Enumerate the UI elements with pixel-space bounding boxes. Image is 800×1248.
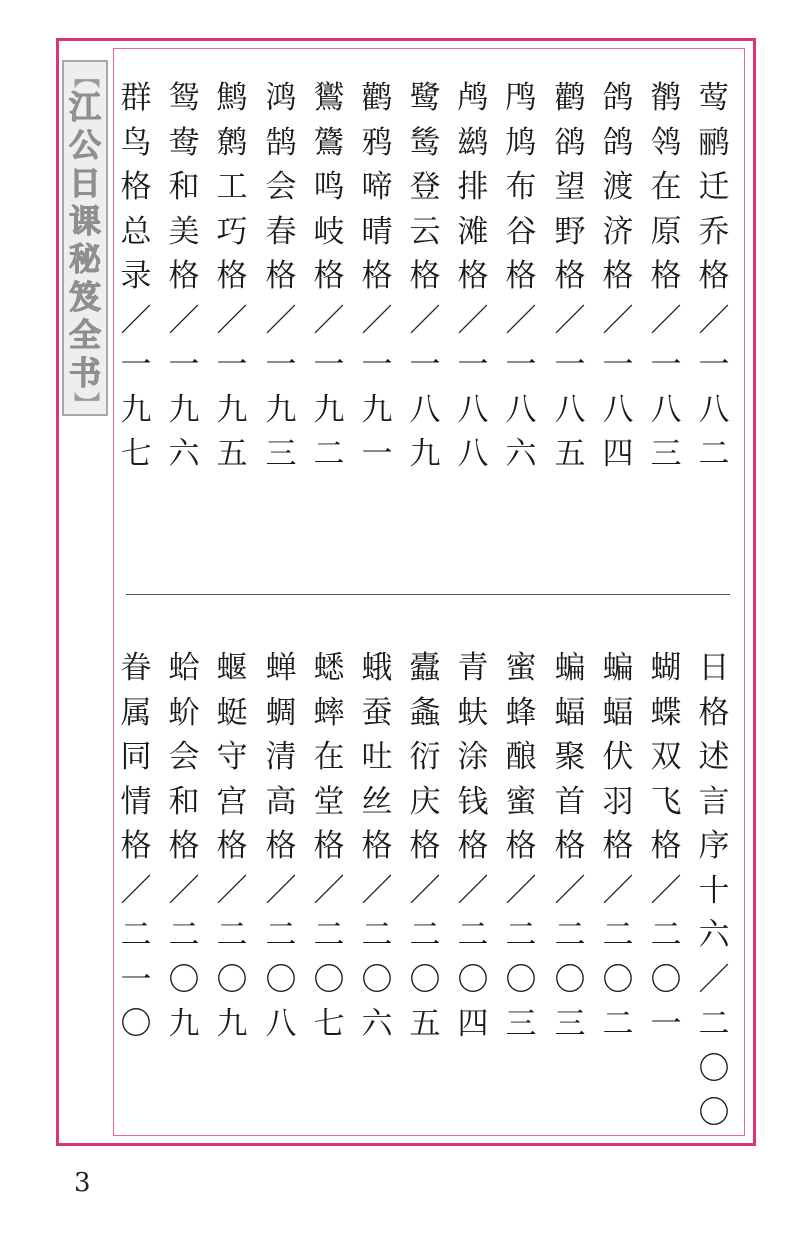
toc-entry: 鸤鸠布谷格／一八六 [505, 80, 537, 472]
toc-entry: 莺鹂迁乔格／一八二 [698, 80, 730, 472]
toc-entry: 蝙蝠聚首格／二〇三 [554, 650, 586, 1042]
page-number: 3 [74, 1168, 91, 1198]
toc-entry: 鸑鷟鸣岐格／一九二 [313, 80, 345, 472]
toc-entry: 鸿鹄会春格／一九三 [265, 80, 297, 472]
toc-entry: 鹳鸦啼晴格／一九一 [361, 80, 393, 472]
toc-entry: 日格述言序十六／二〇〇 [698, 650, 730, 1131]
toc-entry: 蛾蚕吐丝格／二〇六 [361, 650, 393, 1042]
toc-entry: 蝙蝠伏羽格／二〇二 [602, 650, 634, 1042]
toc-entry: 蝘蜓守宫格／二〇九 [216, 650, 248, 1042]
toc-entry: 蝴蝶双飞格／二〇一 [650, 650, 682, 1042]
toc-entry: 蠹螽衍庆格／二〇五 [409, 650, 441, 1042]
toc-entry: 鹳鹆望野格／一八五 [554, 80, 586, 472]
book-title-label [62, 60, 108, 416]
toc-entry: 蟋蟀在堂格／二〇七 [313, 650, 345, 1042]
toc-entry: 蜜蜂酿蜜格／二〇三 [505, 650, 537, 1042]
toc-entry: 鹪鹩工巧格／一九五 [216, 80, 248, 472]
title-bracket-open: 【 [69, 62, 100, 90]
toc-entry: 眷属同情格／二一〇 [120, 650, 152, 1042]
toc-entry: 鸬鹚排滩格／一八八 [457, 80, 489, 472]
toc-entry: 群鸟格总录／一九七 [120, 80, 152, 472]
toc-entry: 鹡鸰在原格／一八三 [650, 80, 682, 472]
toc-entry: 鹭鸶登云格／一八九 [409, 80, 441, 472]
toc-entry: 蛤蚧会和格／二〇九 [168, 650, 200, 1042]
section-divider [126, 594, 730, 595]
toc-entry: 青蚨涂钱格／二〇四 [457, 650, 489, 1042]
toc-entry: 鸽鸽渡济格／一八四 [602, 80, 634, 472]
book-title-text: 江公日课秘笈全书 [68, 88, 101, 392]
toc-entry: 蝉蜩清高格／二〇八 [265, 650, 297, 1042]
title-bracket-close: 】 [69, 390, 100, 418]
toc-entry: 鸳鸯和美格／一九六 [168, 80, 200, 472]
